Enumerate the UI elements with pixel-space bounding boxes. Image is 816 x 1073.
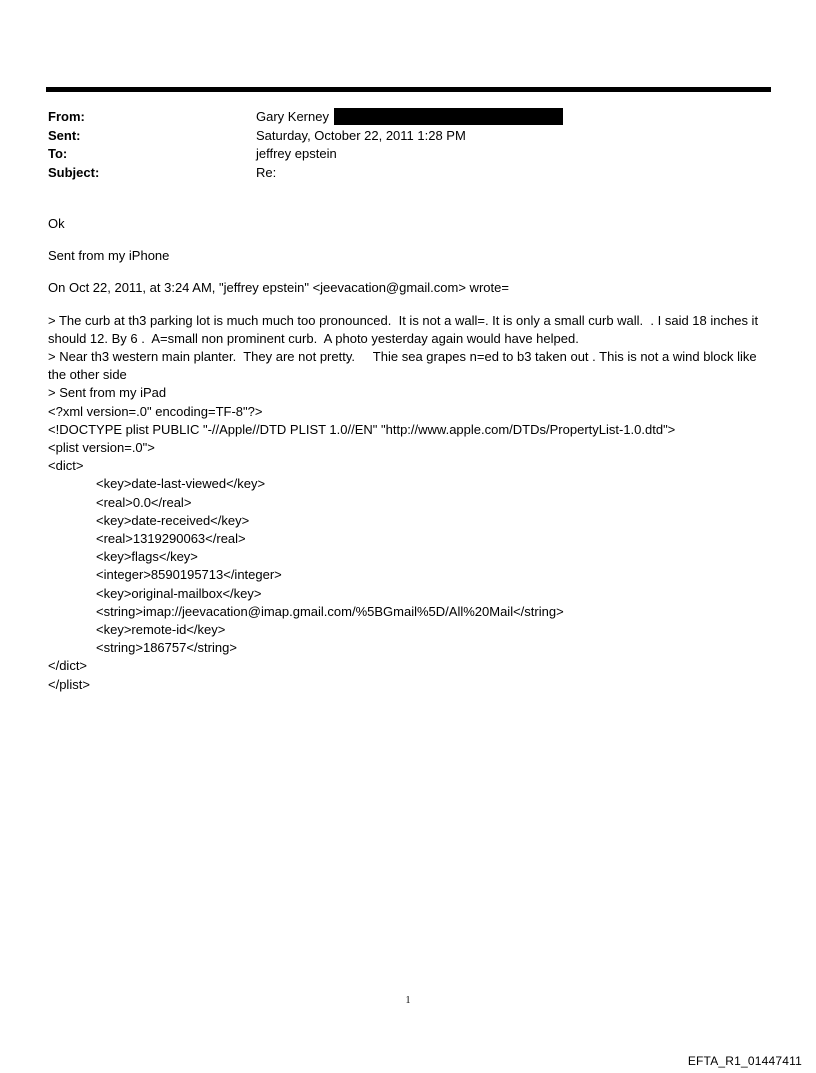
sent-label: Sent: xyxy=(48,127,81,143)
xml-closing-line: </dict> xyxy=(48,658,88,674)
signature-text: Sent from my iPhone xyxy=(48,248,170,264)
from-label: From: xyxy=(48,109,85,124)
xml-line: <plist version=.0"> xyxy=(48,440,155,456)
xml-line: <!DOCTYPE plist PUBLIC "-//Apple//DTD PLIST 1.0//EN" "http://www.apple.com/DTDs/PropertyList-1.0.dtd"> xyxy=(48,421,676,437)
xml-indented-line: <key>original-mailbox</key> xyxy=(96,585,262,601)
xml-indented-line: <integer>8590195713</integer> xyxy=(96,567,282,583)
to-label: To: xyxy=(48,146,68,161)
quoted-line: > Sent from my iPad xyxy=(48,385,167,401)
xml-closing-line: </plist> xyxy=(48,676,90,692)
quoted-line: > The curb at th3 parking lot is much much too pronounced. It is not a wall=. It is only a small curb wall. . I said 18 inches it should 12. By 6 . A=small non prominent curb. A photo yesterday again would have helped. xyxy=(48,312,762,346)
subject-label: Subject: xyxy=(48,164,100,180)
xml-indented-line: <key>date-received</key> xyxy=(96,512,250,528)
xml-line: <dict> xyxy=(48,458,84,474)
to-value: jeffrey epstein xyxy=(256,146,337,161)
subject-value: Re: xyxy=(256,164,277,180)
xml-indented-line: <string>186757</string> xyxy=(96,640,237,656)
from-value xyxy=(256,108,563,127)
header-divider xyxy=(46,87,771,92)
document-id: EFTA_R1_01447411 xyxy=(687,1054,802,1068)
page-number: 1 xyxy=(405,995,411,1006)
xml-indented-line: <real>1319290063</real> xyxy=(96,531,246,547)
email-header xyxy=(48,108,748,182)
xml-line: <?xml version=.0" encoding=TF-8"?> xyxy=(48,403,263,419)
xml-indented-line: <key>remote-id</key> xyxy=(96,622,226,638)
redaction-block xyxy=(334,108,563,125)
xml-indented-line: <string>imap://jeevacation@imap.gmail.com/%5BGmail%5D/All%20Mail</string> xyxy=(96,603,564,619)
to-row xyxy=(48,145,748,164)
from-row xyxy=(48,108,748,127)
sent-row xyxy=(48,127,748,146)
reply-text: Ok xyxy=(48,216,65,231)
xml-indented-line: <key>flags</key> xyxy=(96,549,198,565)
sent-value: Saturday, October 22, 2011 1:28 PM xyxy=(256,127,466,143)
sender-name: Gary Kerney xyxy=(256,109,329,124)
subject-row xyxy=(48,164,748,183)
xml-indented-line: <key>date-last-viewed</key> xyxy=(96,476,266,492)
quoted-line: > Near th3 western main planter. They are not pretty. Thie sea grapes n=ed to b3 taken out . This is not a wind block like the other side xyxy=(48,349,761,383)
xml-indented-line: <real>0.0</real> xyxy=(96,494,192,510)
quote-intro: On Oct 22, 2011, at 3:24 AM, "jeffrey epstein" <jeevacation@gmail.com> wrote= xyxy=(48,280,509,296)
quoted-message xyxy=(48,312,768,694)
email-body xyxy=(48,215,768,694)
